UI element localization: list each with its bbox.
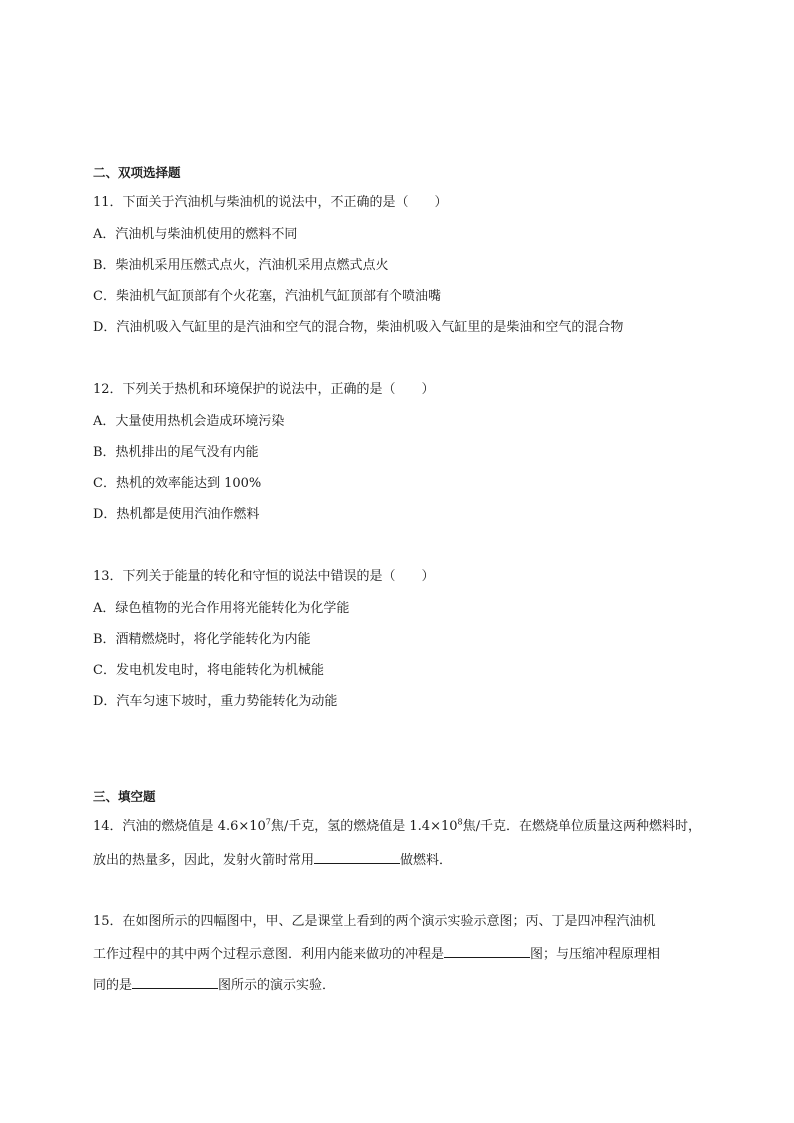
q14-text-part3: 焦/千克．在燃烧单位质量这两种燃料时， — [462, 819, 701, 834]
question-12-option-a: A．大量使用热机会造成环境污染 — [93, 414, 285, 429]
q14-exponent-1: 7 — [265, 817, 271, 827]
question-12-stem: 12．下列关于热机和环境保护的说法中，正确的是（ ） — [93, 382, 435, 397]
q15-line2-end: 图；与压缩冲程原理相 — [530, 947, 661, 962]
question-14-line-1 — [93, 818, 701, 836]
question-14-line-2 — [93, 850, 452, 870]
q15-answer-blank-2[interactable] — [132, 975, 218, 989]
question-13-stem: 13．下列关于能量的转化和守恒的说法中错误的是（ ） — [93, 569, 435, 584]
q14-text-part2: 焦/千克，氢的燃烧值是 1.4×10 — [270, 819, 458, 834]
question-13-option-a: A．绿色植物的光合作用将光能转化为化学能 — [93, 601, 350, 616]
q14-answer-blank[interactable] — [314, 850, 400, 864]
q15-line3-start: 同的是 — [93, 978, 133, 993]
question-11-option-b: B．柴油机采用压燃式点火，汽油机采用点燃式点火 — [93, 258, 389, 273]
question-11-option-c: C．柴油机气缸顶部有个火花塞，汽油机气缸顶部有个喷油嘴 — [93, 289, 441, 304]
question-11-option-a: A．汽油机与柴油机使用的燃料不同 — [93, 227, 298, 242]
question-11-stem: 11．下面关于汽油机与柴油机的说法中，不正确的是（ ） — [93, 195, 448, 210]
question-15-line-3 — [93, 975, 335, 995]
q15-line3-end: 图所示的演示实验． — [218, 978, 336, 993]
q15-line2-start: 工作过程中的其中两个过程示意图．利用内能来做功的冲程是 — [93, 947, 445, 962]
q14-exponent-2: 8 — [457, 817, 463, 827]
question-15-line-1: 15．在如图所示的四幅图中，甲、乙是课堂上看到的两个演示实验示意图；丙、丁是四冲程汽油机 — [93, 914, 656, 929]
question-13-option-d: D．汽车匀速下坡时，重力势能转化为动能 — [93, 694, 338, 709]
section3-heading: 三、填空题 — [93, 789, 156, 804]
question-13-option-b: B．酒精燃烧时，将化学能转化为内能 — [93, 632, 311, 647]
q14-line2-end: 做燃料． — [400, 853, 453, 868]
question-15-line-2 — [93, 944, 660, 964]
section2-heading: 二、双项选择题 — [93, 165, 181, 180]
question-12-option-c: C．热机的效率能达到 100% — [93, 476, 262, 491]
question-13-option-c: C．发电机发电时，将电能转化为机械能 — [93, 663, 324, 678]
question-12-option-d: D．热机都是使用汽油作燃料 — [93, 507, 260, 522]
q14-line2-start: 放出的热量多，因此，发射火箭时常用 — [93, 853, 315, 868]
q14-text-part1: 14．汽油的燃烧值是 4.6×10 — [93, 819, 266, 834]
question-11-option-d: D．汽油机吸入气缸里的是汽油和空气的混合物，柴油机吸入气缸里的是柴油和空气的混合物 — [93, 320, 624, 335]
q15-answer-blank-1[interactable] — [444, 944, 530, 958]
question-12-option-b: B．热机排出的尾气没有内能 — [93, 445, 259, 460]
